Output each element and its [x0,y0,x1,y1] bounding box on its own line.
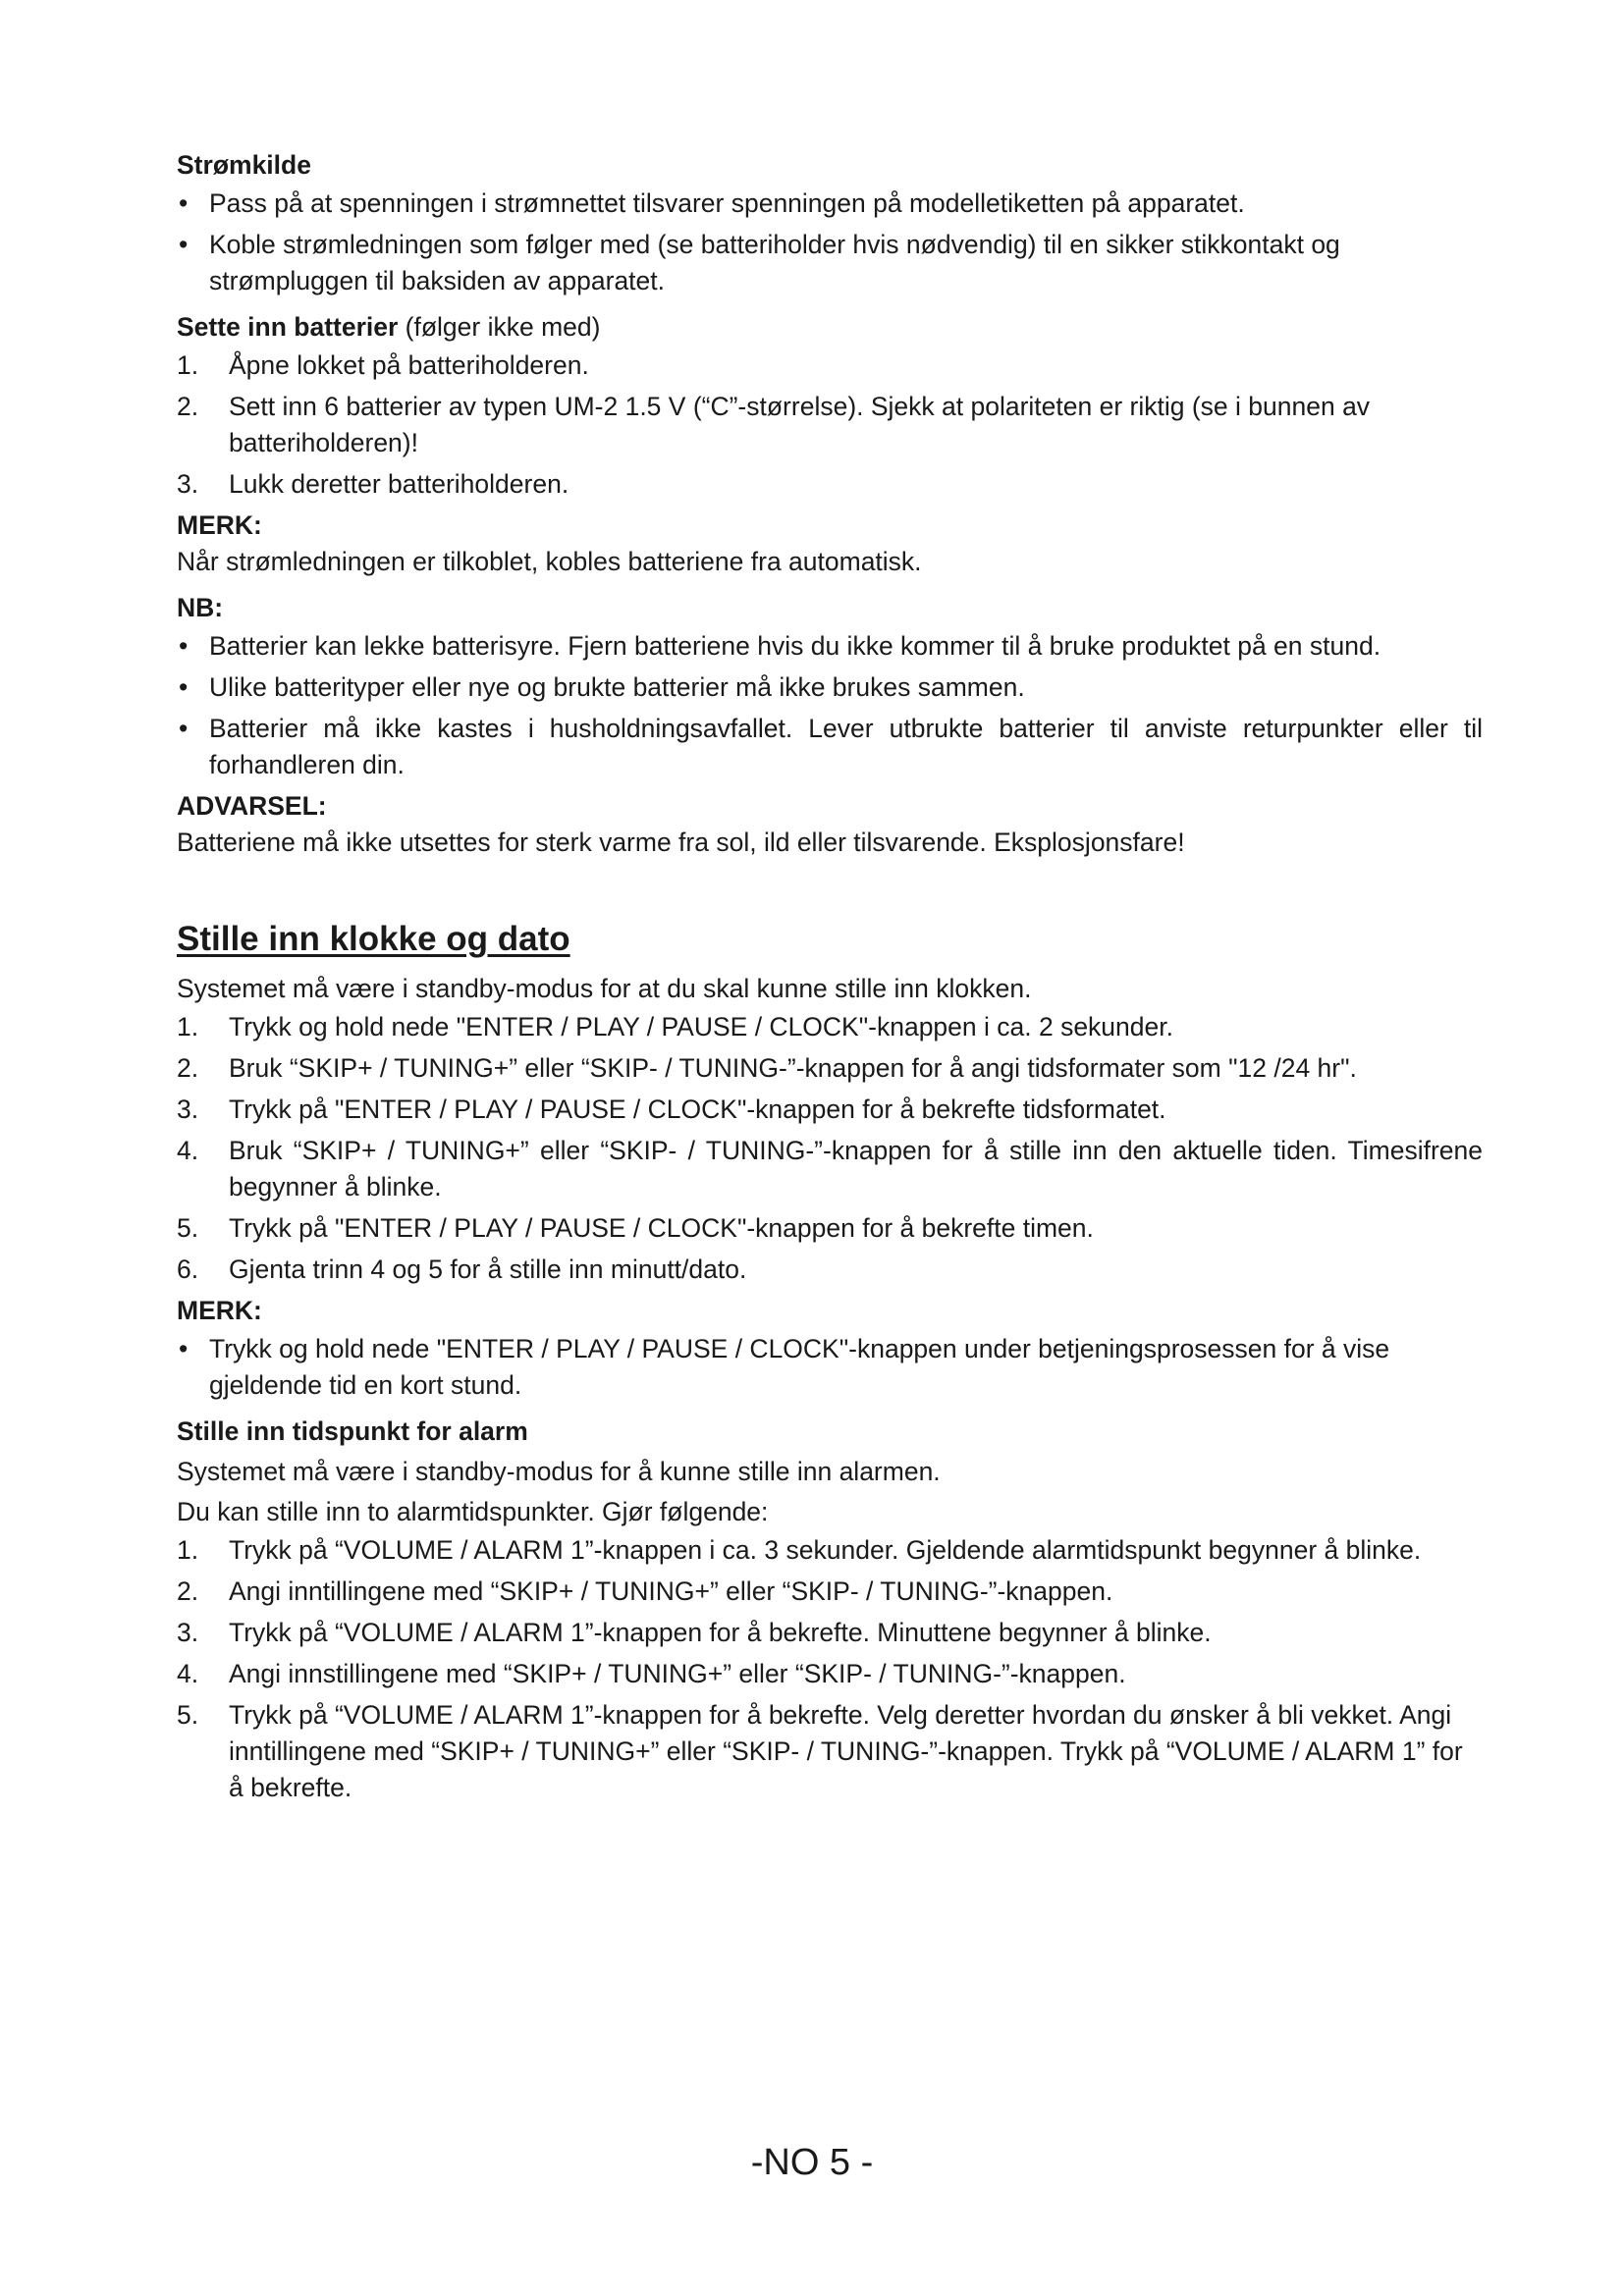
list-item: 3. Trykk på "ENTER / PLAY / PAUSE / CLOCK"-knappen for å bekrefte tidsformatet. [177,1095,1166,1124]
list-item: 4. Angi innstillingene med “SKIP+ / TUNING+” eller “SKIP- / TUNING-”-knappen. [177,1659,1126,1688]
batteries-title [177,309,1483,346]
warning-title: ADVARSEL: [177,791,327,821]
list-item: • Batterier må ikke kastes i husholdningsavfallet. Lever utbrukte batterier til anviste returpunkter eller til forhandleren din. [177,711,1483,783]
list-item: 1. Trykk på “VOLUME / ALARM 1”-knappen i ca. 3 sekunder. Gjeldende alarmtidspunkt begynner å blinke. [177,1535,1422,1565]
clock-steps [177,1009,1483,1288]
clock-note-title: MERK: [177,1296,262,1325]
batteries-section [177,309,1483,861]
batteries-steps [177,347,1483,503]
list-item: 5. Trykk på “VOLUME / ALARM 1”-knappen for å bekrefte. Velg deretter hvordan du ønsker å bli vekket. Angi inntillingene med “SKIP+ / TUNING+” eller “SKIP- / TUNING-”-knappen. Trykk på “VOLUME / ALARM 1” for å bekrefte. [177,1700,1463,1802]
document-page [177,147,1483,1811]
list-item: 1. Åpne lokket på batteriholderen. [177,350,589,380]
batteries-title-bold: Sette inn batterier [177,312,399,342]
list-item: 2. Bruk “SKIP+ / TUNING+” eller “SKIP- / TUNING-”-knappen for å angi tidsformater som "12 /24 hr". [177,1053,1357,1083]
list-item: • Koble strømledningen som følger med (se batteriholder hvis nødvendig) til en sikker stikkontakt og strømpluggen til baksiden av apparatet. [177,227,1483,299]
batteries-note-title: MERK: [177,510,262,540]
clock-note-bullets [177,1331,1483,1404]
clock-section [177,918,1483,1404]
list-item: 3. Lukk deretter batteriholderen. [177,469,569,499]
alarm-intro-1: Systemet må være i standby-modus for å kunne stille inn alarmen. [177,1457,941,1486]
nb-title: NB: [177,593,224,622]
list-item: • Batterier kan lekke batterisyre. Fjern batteriene hvis du ikke kommer til å bruke produktet på en stund. [177,628,1483,665]
nb-bullets [177,628,1483,783]
clock-heading: Stille inn klokke og dato [177,920,570,958]
list-item: 2. Angi inntillingene med “SKIP+ / TUNING+” eller “SKIP- / TUNING-”-knappen. [177,1576,1113,1606]
list-item: • Trykk og hold nede "ENTER / PLAY / PAUSE / CLOCK"-knappen under betjeningsprosessen for å vise gjeldende tid en kort stund. [177,1331,1483,1404]
page-number: -NO 5 - [750,2142,874,2183]
list-item: • Ulike batterityper eller nye og brukte batterier må ikke brukes sammen. [177,669,1483,706]
batteries-title-note: (følger ikke med) [398,312,601,342]
list-item: 4. Bruk “SKIP+ / TUNING+” eller “SKIP- / TUNING-”-knappen for å stille inn den aktuelle tiden. Timesifrene begynner å blinke. [177,1136,1483,1201]
list-item: 1. Trykk og hold nede "ENTER / PLAY / PAUSE / CLOCK"-knappen i ca. 2 sekunder. [177,1012,1173,1041]
list-item: 2. Sett inn 6 batterier av typen UM-2 1.5 V (“C”-størrelse). Sjekk at polariteten er riktig (se i bunnen av batteriholderen)! [177,392,1371,457]
list-item: 6. Gjenta trinn 4 og 5 for å stille inn minutt/dato. [177,1255,747,1284]
batteries-note-text: Når strømledningen er tilkoblet, kobles batteriene fra automatisk. [177,547,922,576]
list-item: 5. Trykk på "ENTER / PLAY / PAUSE / CLOCK"-knappen for å bekrefte timen. [177,1213,1094,1243]
alarm-section [177,1414,1483,1806]
power-title: Strømkilde [177,150,311,180]
power-bullets [177,186,1483,299]
clock-intro: Systemet må være i standby-modus for at du skal kunne stille inn klokken. [177,974,1032,1003]
alarm-title: Stille inn tidspunkt for alarm [177,1416,528,1446]
power-section [177,147,1483,299]
warning-text: Batteriene må ikke utsettes for sterk varme fra sol, ild eller tilsvarende. Eksplosjonsfare! [177,828,1185,857]
alarm-steps [177,1532,1483,1806]
alarm-intro-2: Du kan stille inn to alarmtidspunkter. Gjør følgende: [177,1497,769,1526]
list-item: • Pass på at spenningen i strømnettet tilsvarer spenningen på modelletiketten på apparatet. [177,186,1483,222]
list-item: 3. Trykk på “VOLUME / ALARM 1”-knappen for å bekrefte. Minuttene begynner å blinke. [177,1618,1212,1647]
